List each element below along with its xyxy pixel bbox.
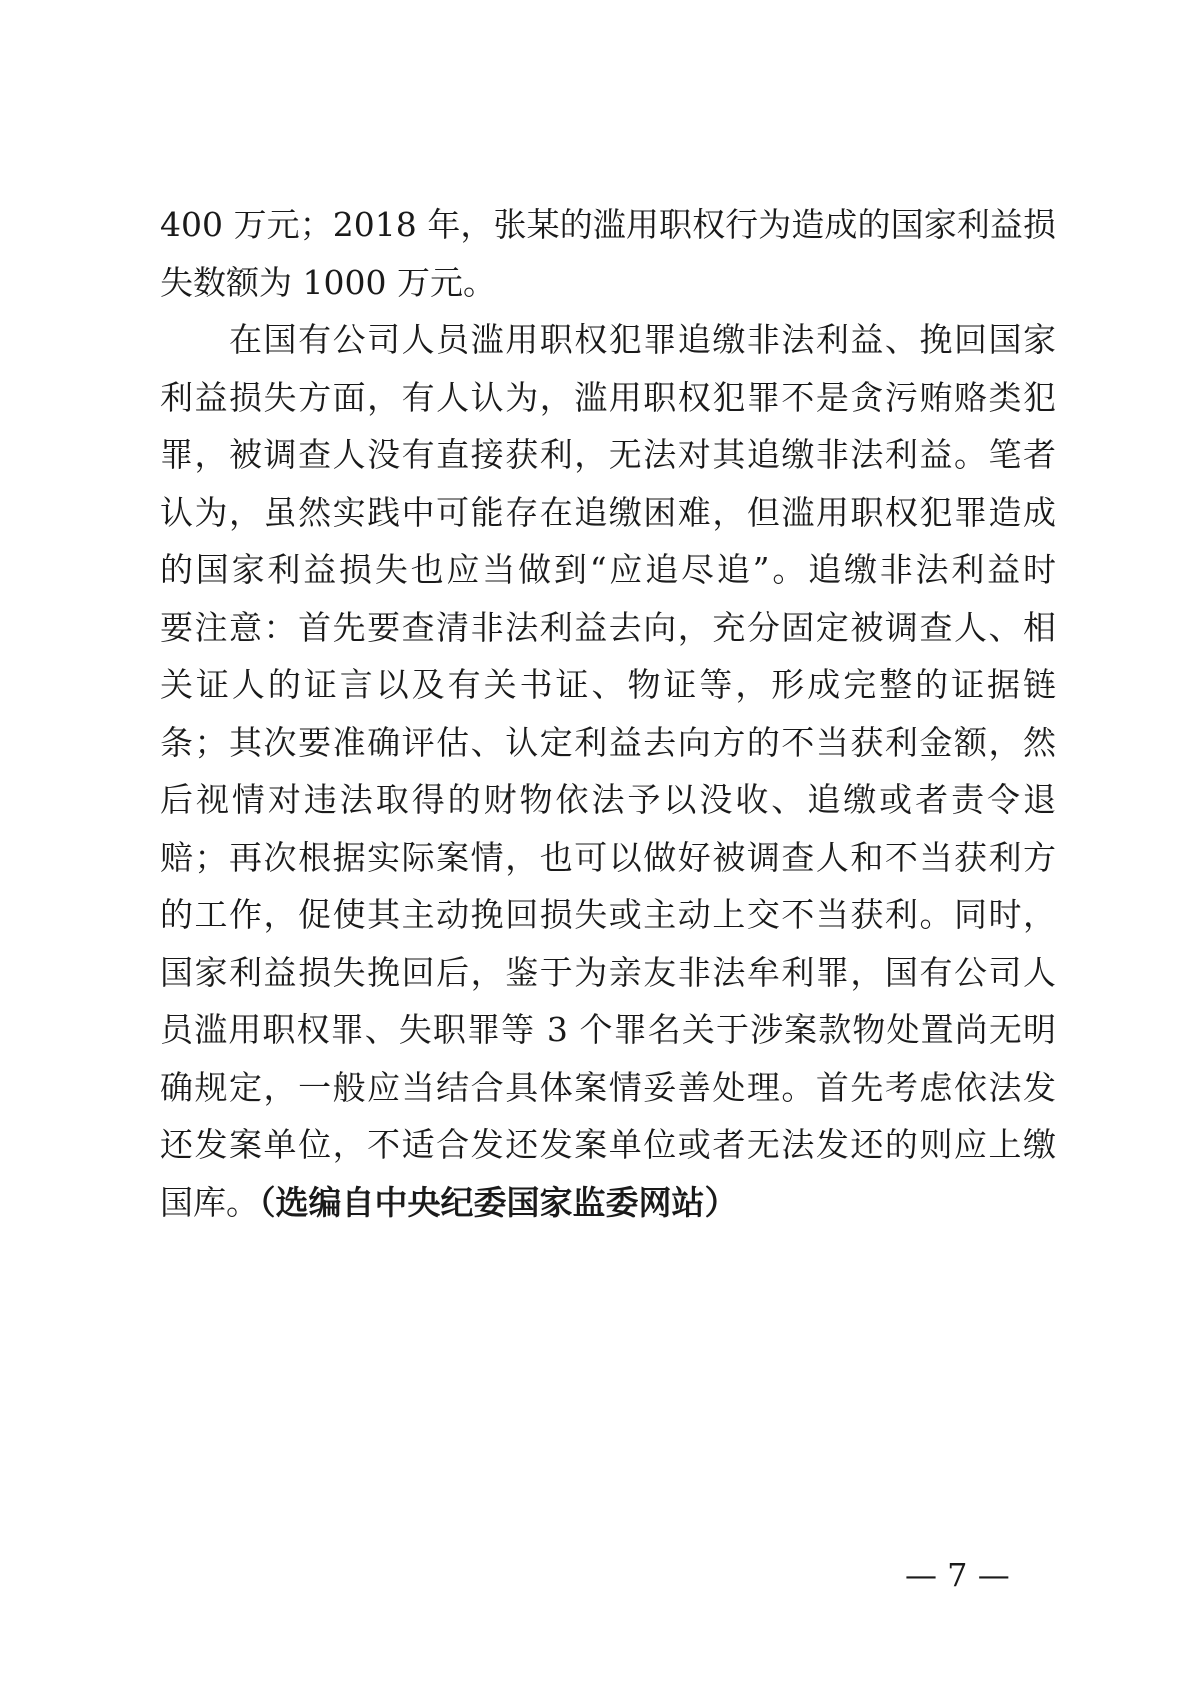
paragraph-2-line-15: 还发案单位，不适合发还发案单位或者无法发还的则应上缴: [160, 1125, 1056, 1164]
paragraph-2-line-7: 关证人的证言以及有关书证、物证等，形成完整的证据链: [160, 665, 1056, 704]
paragraph-2-line-8: 条；其次要准确评估、认定利益去向方的不当获利金额，然: [160, 722, 1056, 762]
paragraph-2-line-10: 赔；再次根据实际案情，也可以做好被调查人和不当获利方: [160, 837, 1056, 877]
paragraph-2-line-1: 在国有公司人员滥用职权犯罪追缴非法利益、挽回国家: [160, 320, 1056, 359]
source-note: （选编自中央纪委国家监委网站）: [259, 1182, 738, 1222]
paragraph-2-line-6: 要注意：首先要查清非法利益去向，充分固定被调查人、相: [160, 607, 1056, 647]
paragraph-1-line-1: 400 万元；2018 年，张某的滥用职权行为造成的国家利益损: [160, 205, 1056, 244]
paragraph-2-line-14: 确规定，一般应当结合具体案情妥善处理。首先考虑依法发: [160, 1067, 1056, 1107]
body-text: [160, 196, 1056, 1231]
paragraph-2-line-11: 的工作，促使其主动挽回损失或主动上交不当获利。同时，: [160, 895, 1056, 934]
paragraph-2-line-4: 认为，虽然实践中可能存在追缴困难，但滥用职权犯罪造成: [160, 492, 1056, 532]
paragraph-2-line-2: 利益损失方面，有人认为，滥用职权犯罪不是贪污贿赂类犯: [160, 377, 1056, 417]
paragraph-2-line-3: 罪，被调查人没有直接获利，无法对其追缴非法利益。笔者: [160, 435, 1056, 474]
page-number: — 7 —: [905, 1556, 1010, 1594]
paragraph-2-line-12: 国家利益损失挽回后，鉴于为亲友非法牟利罪，国有公司人: [160, 952, 1056, 992]
paragraph-2-line-9: 后视情对违法取得的财物依法予以没收、追缴或者责令退: [160, 780, 1056, 819]
paragraph-2-line-13: 员滥用职权罪、失职罪等 3 个罪名关于涉案款物处置尚无明: [160, 1010, 1056, 1049]
paragraph-1-line-2: 失数额为 1000 万元。: [160, 262, 496, 302]
paragraph-2-line-5: 的国家利益损失也应当做到“应追尽追”。追缴非法利益时: [160, 550, 1056, 589]
paragraph-2-last-line: [160, 1174, 1056, 1232]
paragraph-2-last-line-text: 国库。: [160, 1182, 259, 1222]
